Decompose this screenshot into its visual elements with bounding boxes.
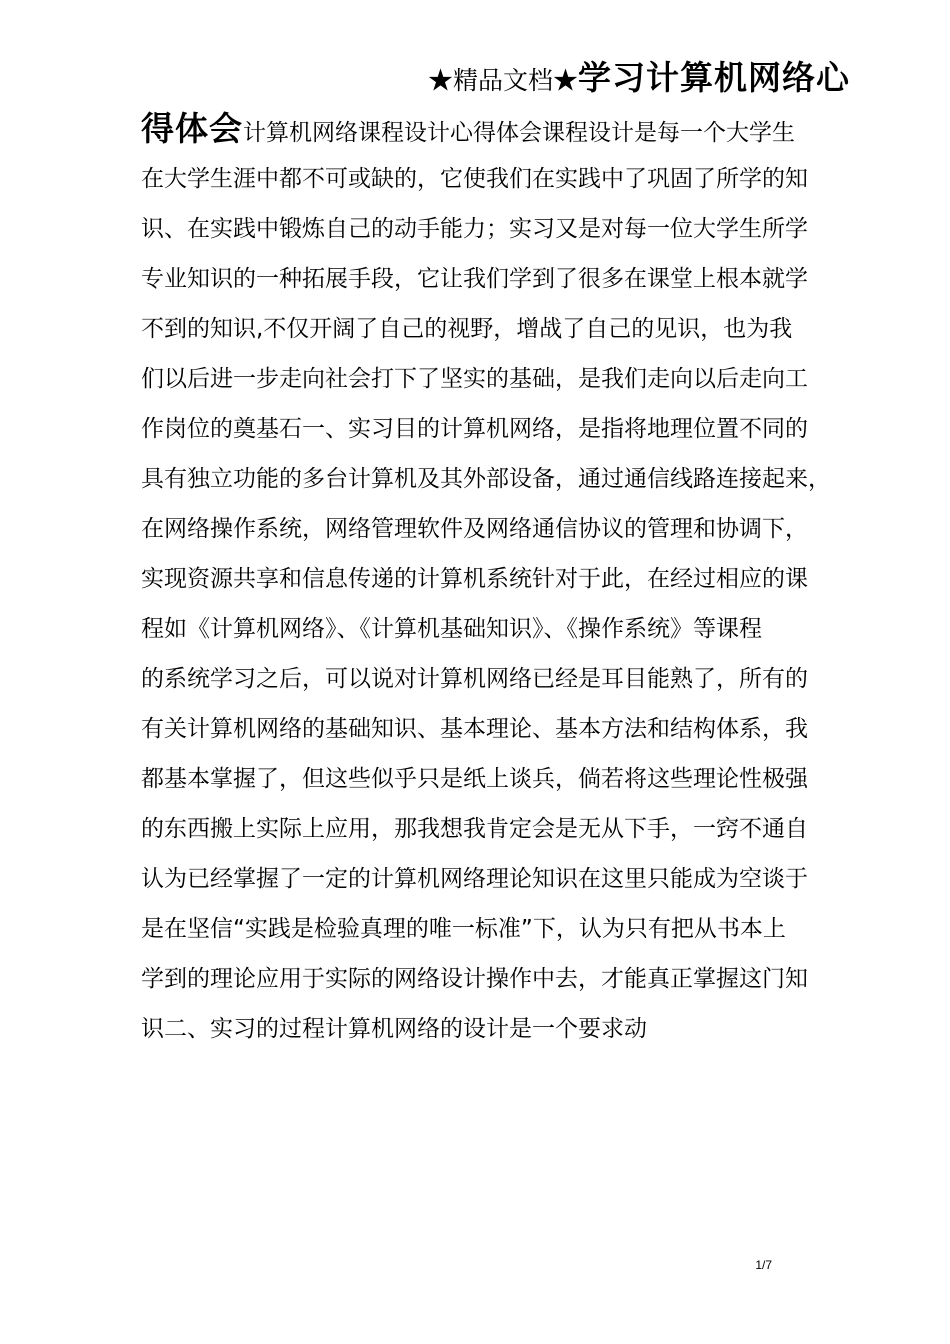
body-line: 的系统学习之后，可以说对计算机网络已经是耳目能熟了，所有的 (141, 666, 808, 692)
body-line: 的东西搬上实际上应用，那我想我肯定会是无从下手，一窍不通自 (141, 816, 808, 842)
document-title: 学习计算机网络心 (578, 58, 850, 97)
body-line: 认为已经掌握了一定的计算机网络理论知识在这里只能成为空谈于 (141, 866, 808, 892)
body-line: 学到的理论应用于实际的网络设计操作中去，才能真正掌握这门知 (141, 966, 808, 992)
body-line: 具有独立功能的多台计算机及其外部设备，通过通信线路连接起来， (141, 466, 831, 492)
document-header (428, 52, 850, 102)
body-line: 实现资源共享和信息传递的计算机系统针对于此，在经过相应的课 (141, 566, 808, 592)
body-line: 专业知识的一种拓展手段，它让我们学到了很多在课堂上根本就学 (141, 266, 808, 292)
document-title-continued: 得体会 (141, 109, 243, 148)
body-line: 都基本掌握了，但这些似乎只是纸上谈兵，倘若将这些理论性极强 (141, 766, 808, 792)
body-line: 作岗位的奠基石一、实习目的计算机网络，是指将地理位置不同的 (141, 416, 808, 442)
body-line: 识、在实践中锻炼自己的动手能力；实习又是对每一位大学生所学 (141, 216, 808, 242)
quality-badge: ★精品文档★ (427, 66, 578, 95)
body-line: 不到的知识,不仅开阔了自己的视野，增战了自己的见识，也为我 (141, 316, 793, 342)
body-line: 程如《计算机网络》、《计算机基础知识》、《操作系统》等课程 (141, 616, 762, 642)
body-line: 识二、实习的过程计算机网络的设计是一个要求动 (141, 1016, 647, 1042)
document-body (141, 104, 853, 1054)
body-line-text: 计算机网络课程设计心得体会课程设计是每一个大学生 (243, 120, 795, 146)
body-line: 在大学生涯中都不可或缺的，它使我们在实践中了巩固了所学的知 (141, 166, 808, 192)
body-line: 有关计算机网络的基础知识、基本理论、基本方法和结构体系，我 (141, 716, 808, 742)
body-line: 们以后进一步走向社会打下了坚实的基础，是我们走向以后走向工 (141, 366, 808, 392)
body-line (141, 104, 853, 154)
body-line: 在网络操作系统，网络管理软件及网络通信协议的管理和协调下， (141, 516, 808, 542)
page-number: 1/7 (755, 1258, 772, 1272)
body-line: 是在坚信“实践是检验真理的唯一标准”下，认为只有把从书本上 (141, 916, 786, 942)
